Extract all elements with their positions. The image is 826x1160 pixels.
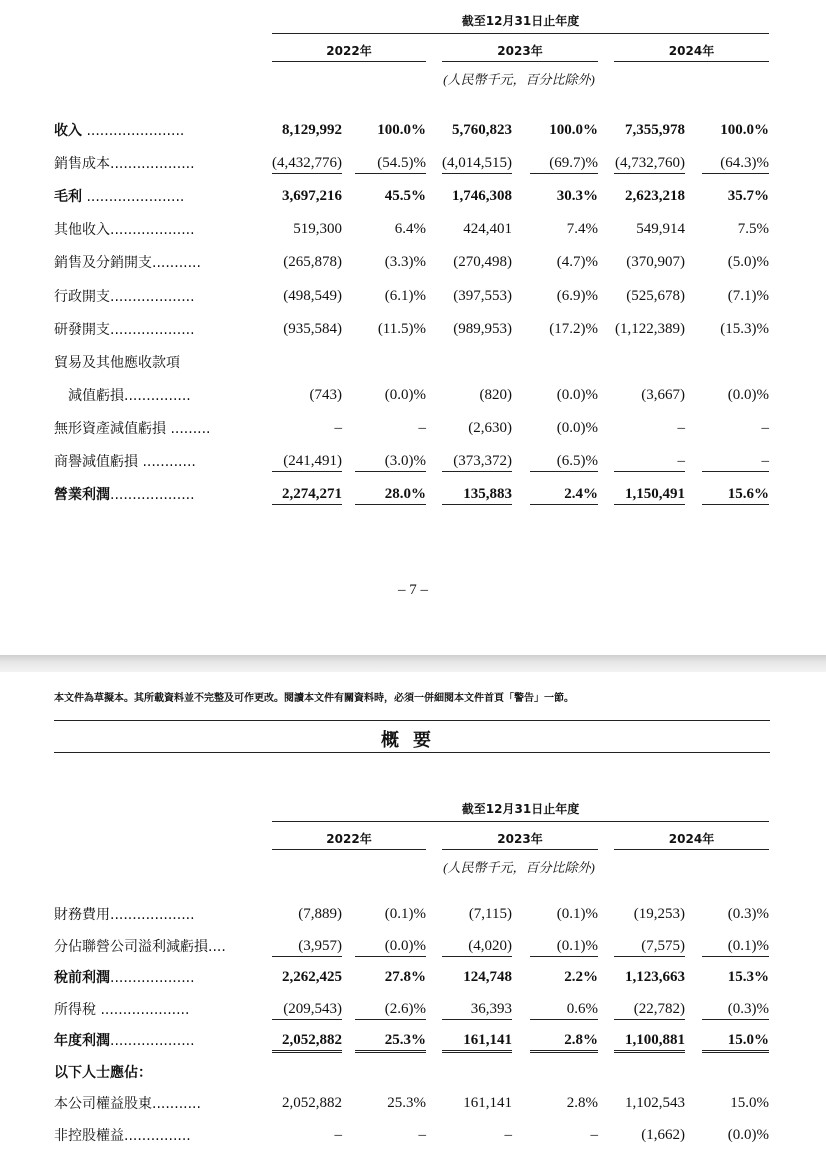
- table-row: [0, 416, 826, 442]
- cell-2023-percent: 100.0%: [549, 122, 598, 138]
- cell-2023-amount: [442, 1060, 512, 1082]
- cell-2024-percent: 100.0%: [720, 122, 769, 138]
- year-2022-rule: [272, 849, 426, 850]
- cell-2024-percent: [702, 350, 769, 372]
- cell-2022-percent: –: [418, 419, 426, 436]
- draft-notice: 本文件為草擬本。其所載資料並不完整及可作更改。閱讀本文件有關資料時，必須一併細閱本文件首頁「警告」一節。: [54, 693, 574, 704]
- row-label: [54, 965, 250, 991]
- cell-2024-percent: (0.3)%: [702, 997, 769, 1020]
- cell-2022-percent: (6.1)%: [384, 287, 426, 304]
- cell-2022-amount: 2,262,425: [282, 969, 342, 985]
- cell-2022-amount: 2,274,271: [272, 482, 342, 505]
- row-label-text: 營業利潤: [54, 487, 110, 504]
- cell-2024-amount: –: [614, 449, 685, 472]
- row-label: [54, 284, 250, 310]
- cell-2022-amount: –: [334, 419, 342, 436]
- cell-2023-percent: (0.0)%: [556, 419, 598, 436]
- year-2022-heading: 2022年: [326, 44, 372, 58]
- cell-2024-percent: (15.3)%: [720, 320, 769, 337]
- table-row: [0, 217, 826, 243]
- table-row: [0, 350, 826, 376]
- cell-2023-amount: (2,630): [468, 419, 512, 436]
- header-rule: [272, 33, 769, 34]
- year-2024-heading: 2024年: [668, 832, 715, 846]
- row-label-text: 稅前利潤: [54, 970, 110, 986]
- cell-2022-amount: 8,129,992: [282, 122, 342, 138]
- row-label: [68, 383, 250, 409]
- leader-dots: ....: [208, 938, 226, 955]
- row-label: [54, 151, 250, 177]
- leader-dots: ...........: [152, 255, 201, 272]
- cell-2023-amount: (397,553): [453, 287, 512, 304]
- cell-2023-percent: 2.4%: [530, 482, 598, 505]
- cell-2022-amount: 2,052,882: [282, 1095, 342, 1111]
- cell-2022-percent: 45.5%: [384, 188, 426, 205]
- row-label-text: 其他收入: [54, 222, 110, 239]
- page-number: – 7 –: [398, 582, 428, 598]
- row-label-text: 所得稅: [54, 1001, 96, 1018]
- row-label: [54, 1028, 250, 1054]
- cell-2022-percent: 28.0%: [355, 482, 426, 505]
- cell-2024-percent: (64.3)%: [702, 151, 769, 174]
- leader-dots: ............: [138, 454, 196, 470]
- cell-2024-percent: [702, 1060, 769, 1082]
- row-label-text: 非控股權益: [54, 1127, 124, 1144]
- cell-2022-amount: (241,491): [272, 449, 342, 472]
- cell-2023-percent: (0.1)%: [556, 906, 598, 922]
- cell-2022-amount: [272, 350, 342, 372]
- year-2023-rule: [442, 61, 598, 62]
- cell-2023-percent: (69.7)%: [530, 151, 598, 174]
- cell-2022-amount: 2,052,882: [272, 1028, 342, 1053]
- cell-2024-amount: 549,914: [636, 221, 685, 238]
- cell-2024-percent: (0.0)%: [727, 1126, 769, 1143]
- cell-2022-percent: –: [418, 1126, 426, 1143]
- header-rule: [272, 821, 769, 822]
- cell-2022-amount: (498,549): [283, 287, 342, 304]
- leader-dots: ...................: [110, 321, 195, 338]
- cell-2023-amount: (4,020): [442, 934, 512, 957]
- unit-note: (人民幣千元，百分比除外): [443, 860, 595, 875]
- cell-2023-percent: [530, 350, 598, 372]
- cell-2023-percent: 30.3%: [556, 188, 598, 205]
- year-2022-heading: 2022年: [326, 832, 372, 846]
- leader-dots: ...................: [110, 907, 195, 923]
- cell-2022-amount: (265,878): [283, 254, 342, 271]
- row-label-text: 無形資產減值虧損: [54, 420, 166, 437]
- leader-dots: ...............: [124, 1127, 191, 1144]
- cell-2022-percent: (0.1)%: [384, 906, 426, 922]
- cell-2022-percent: (3.0)%: [355, 449, 426, 472]
- row-label: [54, 118, 250, 144]
- cell-2024-amount: 1,102,543: [625, 1095, 685, 1111]
- row-label: [54, 1123, 250, 1149]
- row-label: [54, 250, 250, 276]
- cell-2023-amount: 424,401: [463, 221, 512, 238]
- cell-2023-percent: (0.1)%: [530, 934, 598, 957]
- cell-2022-percent: 100.0%: [377, 122, 426, 138]
- leader-dots: ....................: [96, 1001, 190, 1018]
- section-title-top-rule: [54, 720, 770, 721]
- cell-2024-amount: –: [677, 419, 685, 436]
- year-2022-rule: [272, 61, 426, 62]
- cell-2024-amount: 2,623,218: [625, 188, 685, 205]
- row-label-text: 銷售及分銷開支: [54, 255, 152, 272]
- cell-2023-percent: (4.7)%: [556, 254, 598, 271]
- leader-dots: .........: [166, 420, 211, 437]
- cell-2024-percent: 15.3%: [727, 969, 769, 985]
- cell-2022-percent: 25.3%: [355, 1028, 426, 1053]
- row-label-text: 研發開支: [54, 321, 110, 338]
- leader-dots: ...................: [110, 487, 195, 504]
- cell-2023-percent: (6.5)%: [530, 449, 598, 472]
- unit-note: (人民幣千元，百分比除外): [443, 72, 595, 87]
- cell-2023-amount: (820): [479, 386, 512, 403]
- leader-dots: ......................: [82, 189, 185, 206]
- cell-2022-amount: (935,584): [283, 320, 342, 337]
- cell-2023-percent: [530, 1060, 598, 1082]
- document-page-8: [0, 672, 826, 1160]
- cell-2024-percent: (0.3)%: [727, 906, 769, 922]
- row-label-text: 財務費用: [54, 907, 110, 923]
- leader-dots: ...................: [110, 970, 195, 986]
- cell-2023-percent: 2.8%: [530, 1028, 598, 1053]
- cell-2024-amount: 1,150,491: [614, 482, 685, 505]
- table-row: [0, 902, 826, 928]
- table-row: [0, 284, 826, 310]
- cell-2023-amount: (989,953): [453, 320, 512, 337]
- row-label-text: 銷售成本: [54, 156, 110, 173]
- cell-2024-percent: –: [761, 419, 769, 436]
- row-label-text: 行政開支: [54, 288, 110, 305]
- cell-2023-percent: (6.9)%: [556, 287, 598, 304]
- row-label: [54, 184, 250, 210]
- row-label-text: 分佔聯營公司溢利減虧損: [54, 938, 208, 955]
- cell-2024-percent: 15.6%: [702, 482, 769, 505]
- cell-2024-amount: (19,253): [633, 906, 685, 922]
- table-row: [0, 1028, 826, 1054]
- row-label-text: 本公司權益股東: [54, 1096, 152, 1112]
- table-row: [0, 449, 826, 475]
- table-row: [0, 383, 826, 409]
- year-2023-heading: 2023年: [497, 832, 543, 846]
- cell-2023-amount: 124,748: [463, 969, 512, 985]
- cell-2022-percent: [355, 350, 426, 372]
- page-separator: [0, 655, 826, 672]
- cell-2022-percent: (0.0)%: [384, 386, 426, 403]
- table-row: [0, 317, 826, 343]
- cell-2024-amount: [614, 350, 685, 372]
- row-label: [54, 1060, 250, 1086]
- cell-2022-amount: (3,957): [272, 934, 342, 957]
- cell-2023-amount: (373,372): [442, 449, 512, 472]
- cell-2022-percent: [355, 1060, 426, 1082]
- year-2023-rule: [442, 849, 598, 850]
- row-label-text: 貿易及其他應收款項: [54, 354, 180, 371]
- cell-2023-amount: (270,498): [453, 254, 512, 271]
- table-row: [0, 1123, 826, 1149]
- cell-2023-amount: –: [504, 1126, 512, 1143]
- row-label-text: 以下人士應佔：: [54, 1064, 152, 1081]
- table-row: [0, 1060, 826, 1086]
- row-label-text: 年度利潤: [54, 1033, 110, 1049]
- row-label: [54, 482, 250, 508]
- cell-2022-percent: 25.3%: [387, 1095, 426, 1111]
- cell-2022-percent: (11.5)%: [377, 320, 426, 337]
- cell-2022-amount: (743): [309, 386, 342, 403]
- cell-2024-amount: 1,123,663: [625, 969, 685, 985]
- table-row: [0, 965, 826, 991]
- cell-2024-amount: (1,662): [641, 1126, 685, 1143]
- row-label: [54, 449, 250, 475]
- cell-2022-percent: (54.5)%: [355, 151, 426, 174]
- cell-2024-percent: 7.5%: [737, 221, 769, 238]
- section-title-bottom-rule: [54, 752, 770, 753]
- cell-2023-percent: (17.2)%: [549, 320, 598, 337]
- table-row: [0, 184, 826, 210]
- cell-2023-amount: 36,393: [442, 997, 512, 1020]
- leader-dots: ...................: [110, 156, 195, 173]
- cell-2024-amount: (370,907): [626, 254, 685, 271]
- cell-2024-amount: (3,667): [641, 386, 685, 403]
- cell-2024-percent: (0.0)%: [727, 386, 769, 403]
- cell-2024-percent: 35.7%: [727, 188, 769, 205]
- row-label-text: 商譽減值虧損: [54, 454, 138, 470]
- cell-2023-amount: [442, 350, 512, 372]
- row-label-text: 毛利: [54, 189, 82, 206]
- leader-dots: ...................: [110, 1033, 195, 1049]
- cell-2022-amount: (7,889): [298, 906, 342, 922]
- cell-2023-amount: 1,746,308: [452, 188, 512, 205]
- cell-2023-percent: 7.4%: [566, 221, 598, 238]
- cell-2023-amount: 5,760,823: [452, 122, 512, 138]
- cell-2023-percent: 0.6%: [530, 997, 598, 1020]
- cell-2022-amount: 519,300: [293, 221, 342, 238]
- table-row: [0, 151, 826, 177]
- row-label-text: 減值虧損: [68, 387, 124, 404]
- cell-2024-percent: (0.1)%: [702, 934, 769, 957]
- cell-2022-percent: (3.3)%: [384, 254, 426, 271]
- period-title: 截至12月31日止年度: [461, 802, 580, 816]
- cell-2024-percent: (7.1)%: [727, 287, 769, 304]
- year-2024-rule: [614, 61, 769, 62]
- year-2024-rule: [614, 849, 769, 850]
- cell-2022-amount: –: [334, 1126, 342, 1143]
- cell-2024-amount: (1,122,389): [615, 320, 685, 337]
- cell-2023-amount: 161,141: [463, 1095, 512, 1111]
- table-row: [0, 997, 826, 1023]
- cell-2023-percent: 2.8%: [566, 1095, 598, 1111]
- cell-2022-percent: (2.6)%: [355, 997, 426, 1020]
- cell-2024-percent: –: [702, 449, 769, 472]
- table-row: [0, 1091, 826, 1117]
- cell-2023-percent: –: [590, 1126, 598, 1143]
- cell-2024-amount: (525,678): [626, 287, 685, 304]
- cell-2024-amount: (22,782): [614, 997, 685, 1020]
- section-title: 概要: [381, 730, 445, 751]
- row-label: [54, 350, 250, 376]
- cell-2024-amount: 7,355,978: [625, 122, 685, 138]
- cell-2024-percent: 15.0%: [702, 1028, 769, 1053]
- cell-2022-percent: 6.4%: [394, 221, 426, 238]
- row-label: [54, 217, 250, 243]
- table-row: [0, 482, 826, 508]
- year-2023-heading: 2023年: [497, 44, 543, 58]
- row-label: [54, 902, 250, 928]
- row-label-text: 收入: [54, 123, 82, 139]
- row-label: [54, 416, 250, 442]
- leader-dots: ...........: [152, 1096, 201, 1112]
- cell-2023-amount: 161,141: [442, 1028, 512, 1053]
- leader-dots: ...................: [110, 222, 195, 239]
- cell-2023-percent: 2.2%: [564, 969, 598, 985]
- cell-2023-amount: (7,115): [468, 906, 512, 922]
- cell-2024-percent: (5.0)%: [727, 254, 769, 271]
- cell-2024-amount: (4,732,760): [614, 151, 685, 174]
- cell-2022-amount: (4,432,776): [272, 151, 342, 174]
- cell-2022-amount: [272, 1060, 342, 1082]
- row-label: [54, 317, 250, 343]
- cell-2024-amount: (7,575): [614, 934, 685, 957]
- table-row: [0, 250, 826, 276]
- cell-2022-percent: (0.0)%: [355, 934, 426, 957]
- period-title: 截至12月31日止年度: [461, 14, 580, 28]
- table-row: [0, 118, 826, 144]
- cell-2023-amount: 135,883: [442, 482, 512, 505]
- cell-2024-amount: [614, 1060, 685, 1082]
- cell-2024-percent: 15.0%: [730, 1095, 769, 1111]
- leader-dots: ......................: [82, 123, 185, 139]
- cell-2023-amount: (4,014,515): [442, 151, 512, 174]
- cell-2022-percent: 27.8%: [384, 969, 426, 985]
- leader-dots: ...............: [124, 387, 191, 404]
- row-label: [54, 934, 250, 960]
- row-label: [54, 997, 250, 1023]
- cell-2023-percent: (0.0)%: [556, 386, 598, 403]
- row-label: [54, 1091, 250, 1117]
- cell-2022-amount: (209,543): [272, 997, 342, 1020]
- year-2024-heading: 2024年: [668, 44, 715, 58]
- cell-2022-amount: 3,697,216: [282, 188, 342, 205]
- table-row: [0, 934, 826, 960]
- cell-2024-amount: 1,100,881: [614, 1028, 685, 1053]
- leader-dots: ...................: [110, 288, 195, 305]
